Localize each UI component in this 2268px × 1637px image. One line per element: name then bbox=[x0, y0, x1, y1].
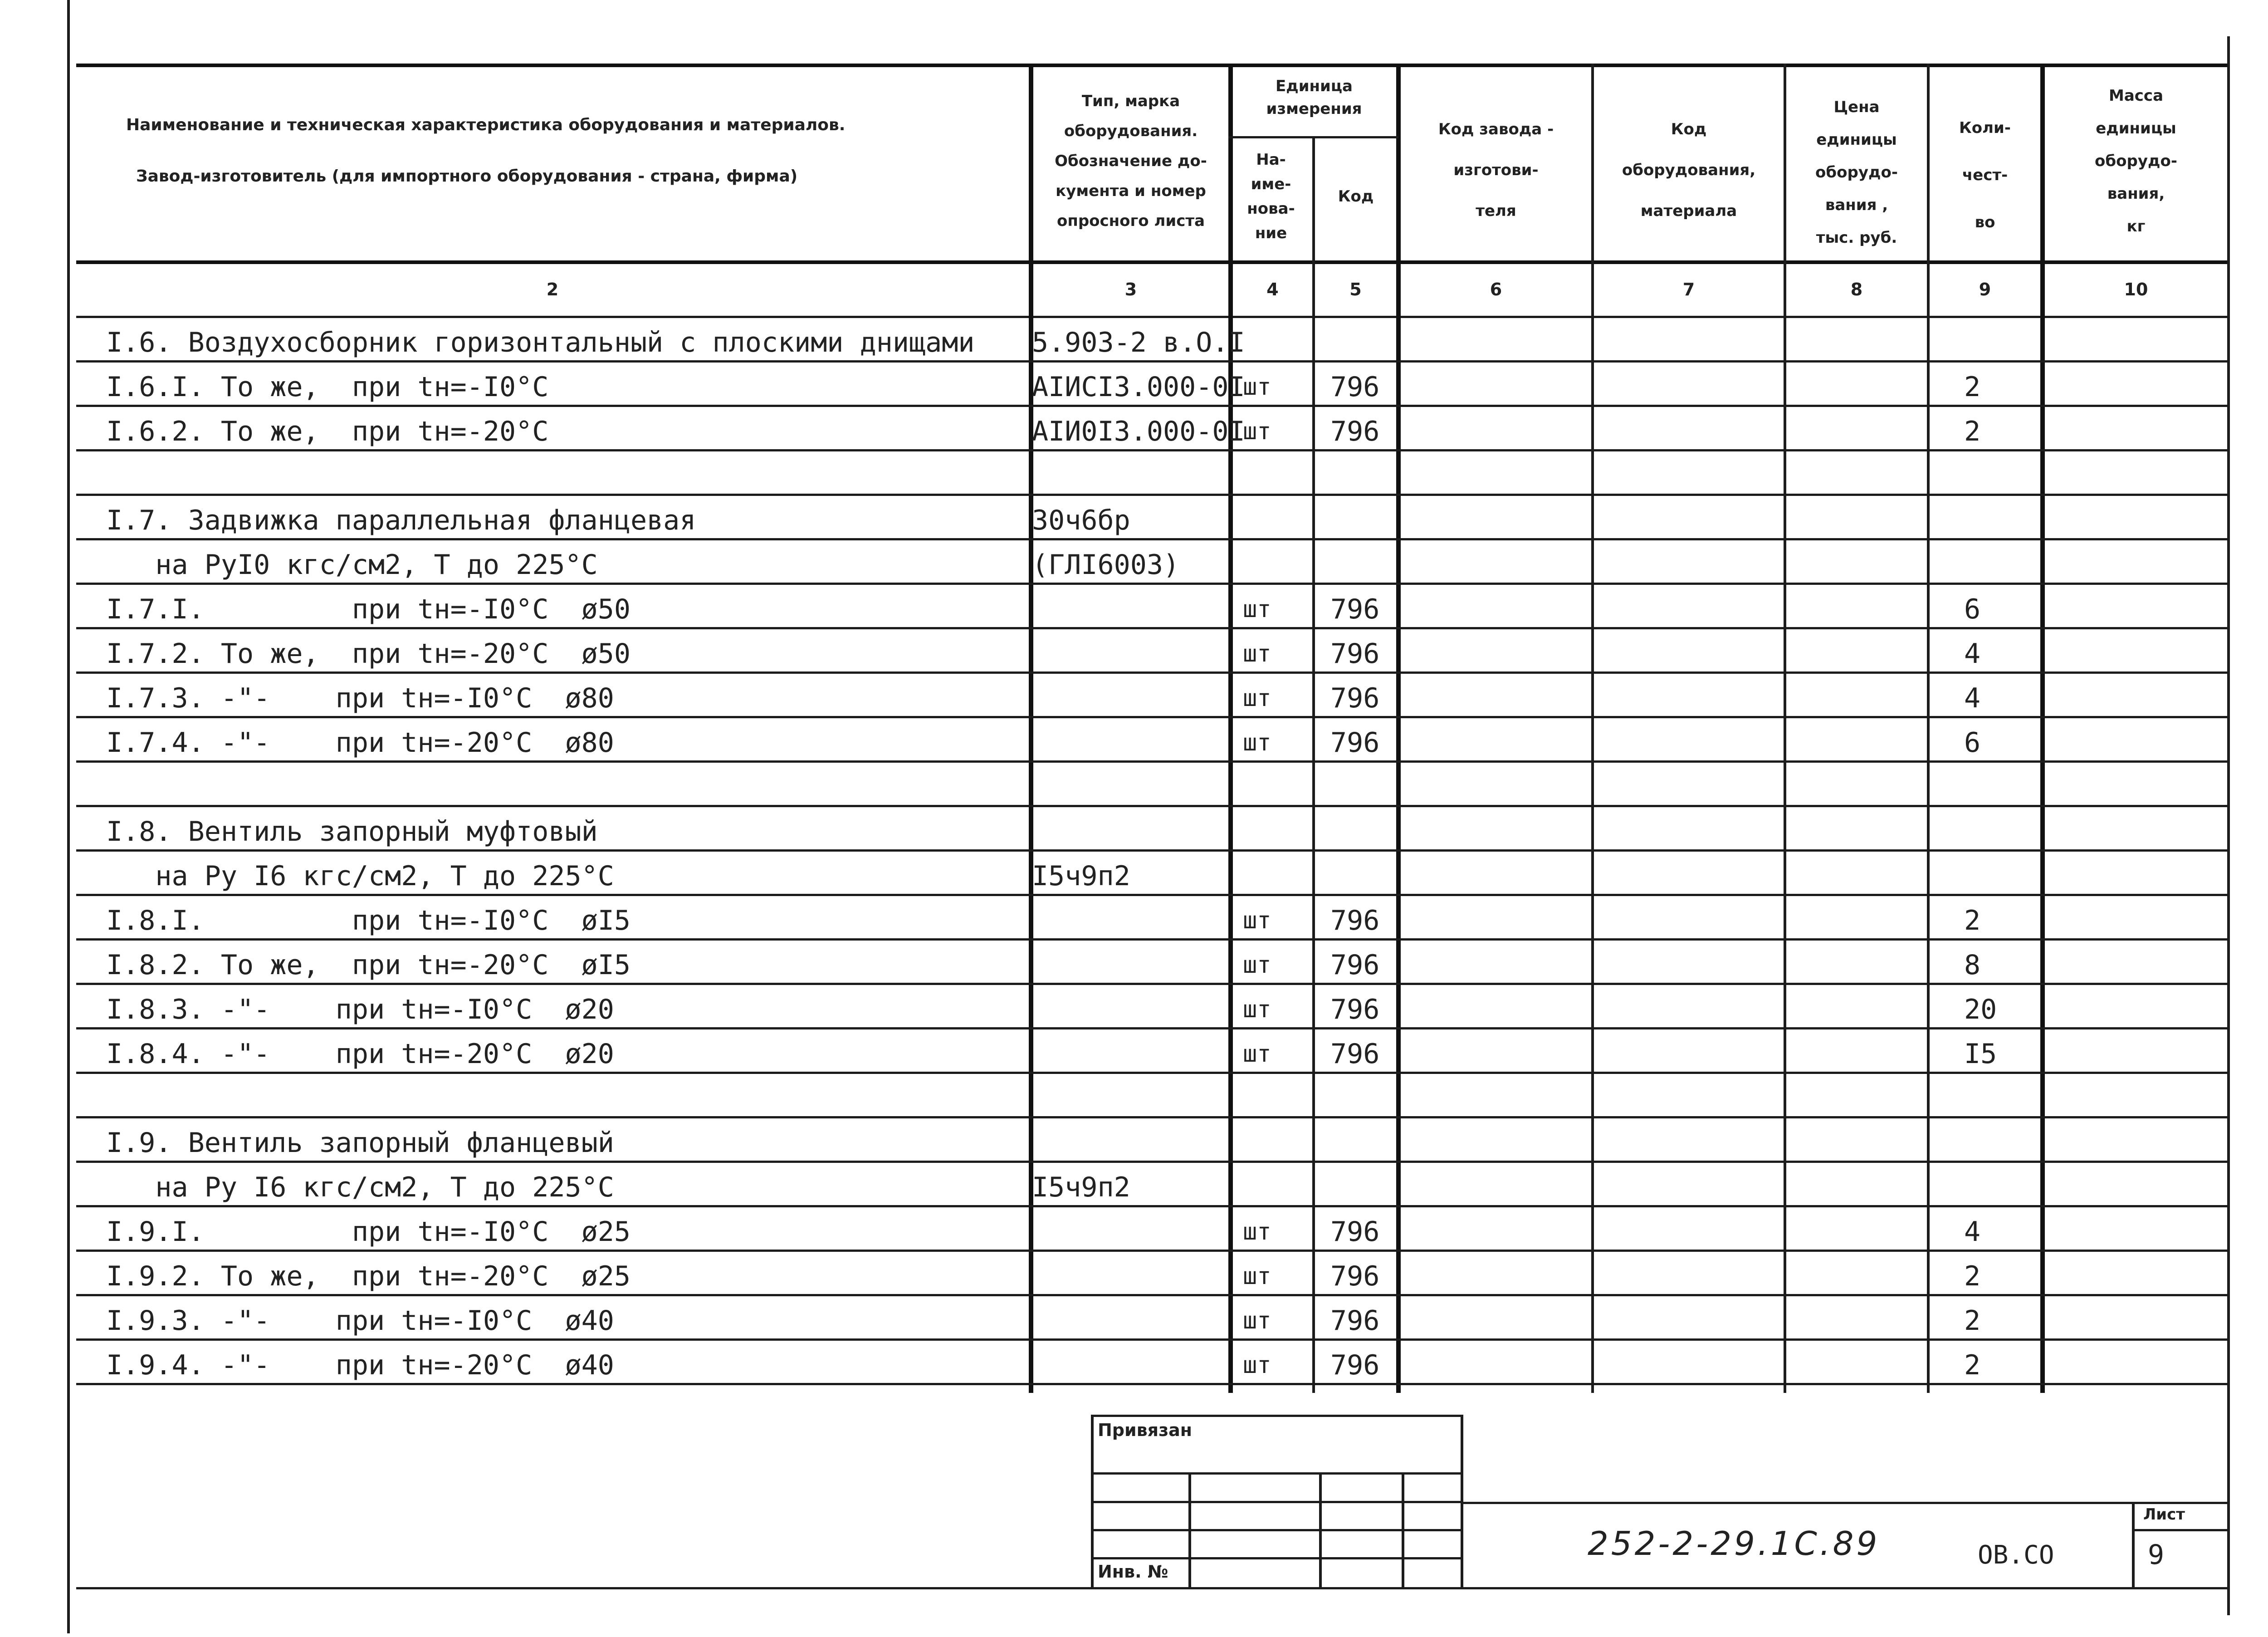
header-col7-line: Код bbox=[1671, 120, 1707, 138]
attached-label: Привязан bbox=[1098, 1420, 1193, 1440]
header-col7 bbox=[1594, 109, 1784, 231]
table-row bbox=[0, 318, 2268, 362]
item-name-cell: на Ру I6 кгс/см2, Т до 225°C bbox=[106, 860, 614, 892]
table-row bbox=[0, 584, 2268, 629]
item-name-cell: I.7.3. -"- при tн=-I0°C ø80 bbox=[106, 682, 614, 714]
header-col9-line: во bbox=[1975, 213, 1995, 231]
item-name-cell: I.7. Задвижка параллельная фланцевая bbox=[106, 505, 696, 536]
header-col3-line: Обозначение до- bbox=[1055, 152, 1207, 170]
header-col10 bbox=[2045, 79, 2227, 243]
header-col3-line: кумента и номер bbox=[1056, 182, 1206, 200]
doc-designation-cell: (ГЛI6003) bbox=[1032, 549, 1180, 581]
item-name-cell: I.7.4. -"- при tн=-20°C ø80 bbox=[106, 727, 614, 759]
column-number: 3 bbox=[1124, 279, 1137, 299]
header-col8-line: тыс. руб. bbox=[1816, 229, 1897, 247]
quantity-cell: 2 bbox=[1964, 416, 1981, 447]
table-row bbox=[0, 673, 2268, 718]
titleblock-line bbox=[1091, 1501, 1463, 1503]
header-col9-line: чест- bbox=[1962, 166, 2008, 184]
header-col3-line: Тип, марка bbox=[1081, 92, 1180, 110]
item-name-cell: на Ру I6 кгс/см2, Т до 225°C bbox=[106, 1171, 614, 1203]
header-col2-line2: Завод-изготовитель (для импортного оборудования - страна, фирма) bbox=[136, 167, 798, 186]
table-row bbox=[0, 362, 2268, 407]
unit-code-cell: 796 bbox=[1330, 416, 1380, 447]
item-name-cell: I.9.4. -"- при tн=-20°C ø40 bbox=[106, 1349, 614, 1381]
sheet-label: Лист bbox=[2143, 1505, 2185, 1524]
doc-designation-cell: I5ч9п2 bbox=[1032, 860, 1130, 892]
unit-name-cell: шт bbox=[1243, 951, 1271, 979]
item-name-cell: I.6. Воздухосборник горизонтальный с плоскими днищами bbox=[106, 327, 975, 358]
table-row bbox=[0, 1162, 2268, 1207]
unit-code-cell: 796 bbox=[1330, 682, 1380, 714]
unit-name-cell: шт bbox=[1243, 1218, 1271, 1245]
table-row bbox=[0, 940, 2268, 985]
header-col6-line: Код завода - bbox=[1438, 120, 1554, 138]
header-bottom-line bbox=[76, 260, 2227, 264]
unit-code-cell: 796 bbox=[1330, 1038, 1380, 1070]
column-number: 10 bbox=[2124, 279, 2148, 299]
quantity-cell: I5 bbox=[1964, 1038, 1997, 1070]
inventory-number-label: Инв. № bbox=[1098, 1562, 1168, 1582]
unit-code-cell: 796 bbox=[1330, 949, 1380, 981]
header-col8-line: единицы bbox=[1816, 131, 1897, 149]
item-name-cell: I.9. Вентиль запорный фланцевый bbox=[106, 1127, 614, 1159]
table-row bbox=[0, 1251, 2268, 1296]
titleblock-top-line bbox=[1091, 1415, 1463, 1417]
table-row bbox=[0, 851, 2268, 896]
table-row bbox=[0, 762, 2268, 807]
quantity-cell: 4 bbox=[1964, 682, 1981, 714]
header-col10-line: оборудо- bbox=[2095, 152, 2177, 170]
table-row bbox=[0, 1029, 2268, 1073]
unit-code-cell: 796 bbox=[1330, 371, 1380, 403]
item-name-cell: I.9.I. при tн=-I0°C ø25 bbox=[106, 1216, 631, 1248]
unit-name-cell: шт bbox=[1243, 640, 1271, 667]
unit-code-cell: 796 bbox=[1330, 727, 1380, 759]
titleblock-line bbox=[1091, 1557, 1463, 1559]
header-col3-line: опросного листа bbox=[1056, 212, 1205, 230]
doc-designation-cell: 30ч6бр bbox=[1032, 505, 1130, 536]
table-row bbox=[0, 1207, 2268, 1251]
column-number: 7 bbox=[1682, 279, 1695, 299]
header-col3-line: оборудования. bbox=[1064, 122, 1198, 140]
header-units-line: Единица bbox=[1276, 77, 1353, 95]
sheet-cell-divider bbox=[2132, 1529, 2227, 1531]
unit-code-cell: 796 bbox=[1330, 638, 1380, 670]
header-col8-line: оборудо- bbox=[1815, 163, 1898, 181]
header-col9 bbox=[1930, 104, 2040, 246]
header-col10-line: единицы bbox=[2096, 119, 2176, 137]
stamp-top-line bbox=[1461, 1502, 2227, 1504]
table-row bbox=[0, 1118, 2268, 1162]
unit-name-cell: шт bbox=[1243, 685, 1271, 712]
column-number: 2 bbox=[546, 279, 559, 299]
sheet-cell-left-line bbox=[2132, 1502, 2135, 1587]
quantity-cell: 2 bbox=[1964, 371, 1981, 403]
header-col7-line: оборудования, bbox=[1622, 161, 1756, 179]
unit-code-cell: 796 bbox=[1330, 1260, 1380, 1292]
item-name-cell: I.9.3. -"- при tн=-I0°C ø40 bbox=[106, 1305, 614, 1337]
column-number: 8 bbox=[1850, 279, 1863, 299]
table-row bbox=[0, 718, 2268, 762]
quantity-cell: 8 bbox=[1964, 949, 1981, 981]
unit-code-cell: 796 bbox=[1330, 1349, 1380, 1381]
item-name-cell: I.8.3. -"- при tн=-I0°C ø20 bbox=[106, 994, 614, 1025]
document-suffix: ОВ.СО bbox=[1978, 1540, 2054, 1570]
header-col8 bbox=[1786, 91, 1927, 254]
unit-code-cell: 796 bbox=[1330, 1216, 1380, 1248]
quantity-cell: 20 bbox=[1964, 994, 1997, 1025]
titleblock-divider bbox=[1188, 1472, 1191, 1587]
doc-designation-cell: I5ч9п2 bbox=[1032, 1171, 1130, 1203]
table-row bbox=[0, 540, 2268, 584]
table-row bbox=[0, 629, 2268, 673]
table-row bbox=[0, 896, 2268, 940]
table-row bbox=[0, 1340, 2268, 1385]
document-number: 252-2-29.1С.89 bbox=[1588, 1524, 1880, 1563]
unit-name-cell: шт bbox=[1243, 1307, 1271, 1334]
table-row bbox=[0, 1073, 2268, 1118]
unit-name-cell: шт bbox=[1243, 907, 1271, 934]
unit-code-cell: 796 bbox=[1330, 994, 1380, 1025]
header-col5: Код bbox=[1338, 187, 1374, 206]
quantity-cell: 2 bbox=[1964, 1260, 1981, 1292]
header-col6 bbox=[1401, 109, 1591, 231]
header-col6-line: изготови- bbox=[1453, 161, 1539, 179]
column-number: 4 bbox=[1266, 279, 1279, 299]
table-row bbox=[0, 407, 2268, 451]
item-name-cell: I.6.2. То же, при tн=-20°C bbox=[106, 416, 549, 447]
titleblock-line bbox=[1091, 1472, 1463, 1475]
doc-designation-cell: АIИ0I3.000-0I bbox=[1032, 416, 1245, 447]
sheet-number: 9 bbox=[2148, 1539, 2165, 1571]
bottom-frame-line bbox=[76, 1587, 2227, 1589]
quantity-cell: 2 bbox=[1964, 1305, 1981, 1337]
item-name-cell: I.8.4. -"- при tн=-20°C ø20 bbox=[106, 1038, 614, 1070]
header-col10-line: Масса bbox=[2108, 87, 2164, 105]
header-col10-line: вания, bbox=[2107, 185, 2165, 203]
unit-code-cell: 796 bbox=[1330, 905, 1380, 936]
unit-name-cell: шт bbox=[1243, 1040, 1271, 1068]
header-col4-line: име- bbox=[1251, 175, 1291, 193]
top-frame-line bbox=[76, 64, 2227, 67]
header-col4 bbox=[1230, 147, 1312, 245]
header-col2-line1: Наименование и техническая характеристика оборудования и материалов. bbox=[126, 116, 846, 134]
units-subheader-line bbox=[1228, 136, 1398, 138]
row-separator-line bbox=[76, 1383, 2227, 1385]
column-number: 9 bbox=[1979, 279, 1991, 299]
quantity-cell: 4 bbox=[1964, 638, 1981, 670]
item-name-cell: I.8.2. То же, при tн=-20°C øI5 bbox=[106, 949, 631, 981]
unit-name-cell: шт bbox=[1243, 729, 1271, 756]
quantity-cell: 4 bbox=[1964, 1216, 1981, 1248]
item-name-cell: I.8. Вентиль запорный муфтовый bbox=[106, 816, 598, 848]
unit-name-cell: шт bbox=[1243, 418, 1271, 445]
item-name-cell: I.9.2. То же, при tн=-20°C ø25 bbox=[106, 1260, 631, 1292]
doc-designation-cell: 5.903-2 в.О.I bbox=[1032, 327, 1245, 358]
quantity-cell: 2 bbox=[1964, 1349, 1981, 1381]
header-col6-line: теля bbox=[1476, 202, 1516, 220]
table-row bbox=[0, 985, 2268, 1029]
item-name-cell: I.7.I. при tн=-I0°C ø50 bbox=[106, 593, 631, 625]
unit-code-cell: 796 bbox=[1330, 1305, 1380, 1337]
quantity-cell: 2 bbox=[1964, 905, 1981, 936]
header-col3 bbox=[1033, 86, 1228, 236]
titleblock-divider bbox=[1402, 1472, 1404, 1587]
header-col10-line: кг bbox=[2126, 217, 2146, 235]
item-name-cell: I.6.I. То же, при tн=-I0°C bbox=[106, 371, 549, 403]
header-units-line: измерения bbox=[1266, 100, 1362, 118]
table-row bbox=[0, 451, 2268, 495]
table-row bbox=[0, 807, 2268, 851]
header-col7-line: материала bbox=[1640, 202, 1737, 220]
titleblock-line bbox=[1091, 1529, 1463, 1531]
table-row bbox=[0, 1296, 2268, 1340]
column-number: 5 bbox=[1349, 279, 1362, 299]
header-col4-line: нова- bbox=[1247, 200, 1295, 218]
header-col4-line: ние bbox=[1255, 224, 1287, 242]
unit-name-cell: шт bbox=[1243, 596, 1271, 623]
table-row bbox=[0, 495, 2268, 540]
header-col9-line: Коли- bbox=[1959, 119, 2011, 137]
unit-code-cell: 796 bbox=[1330, 593, 1380, 625]
unit-name-cell: шт bbox=[1243, 1352, 1271, 1379]
header-units-group bbox=[1230, 75, 1398, 120]
column-number: 6 bbox=[1490, 279, 1502, 299]
header-col8-line: Цена bbox=[1833, 98, 1880, 116]
unit-name-cell: шт bbox=[1243, 996, 1271, 1023]
item-name-cell: I.8.I. при tн=-I0°C øI5 bbox=[106, 905, 631, 936]
header-col4-line: На- bbox=[1256, 151, 1286, 169]
unit-name-cell: шт bbox=[1243, 373, 1271, 401]
header-col8-line: вания , bbox=[1825, 196, 1888, 214]
item-name-cell: на РуI0 кгс/см2, Т до 225°C bbox=[106, 549, 598, 581]
item-name-cell: I.7.2. То же, при tн=-20°C ø50 bbox=[106, 638, 631, 670]
quantity-cell: 6 bbox=[1964, 593, 1981, 625]
quantity-cell: 6 bbox=[1964, 727, 1981, 759]
doc-designation-cell: АIИСI3.000-0I bbox=[1032, 371, 1245, 403]
unit-name-cell: шт bbox=[1243, 1263, 1271, 1290]
titleblock-divider bbox=[1319, 1472, 1322, 1587]
